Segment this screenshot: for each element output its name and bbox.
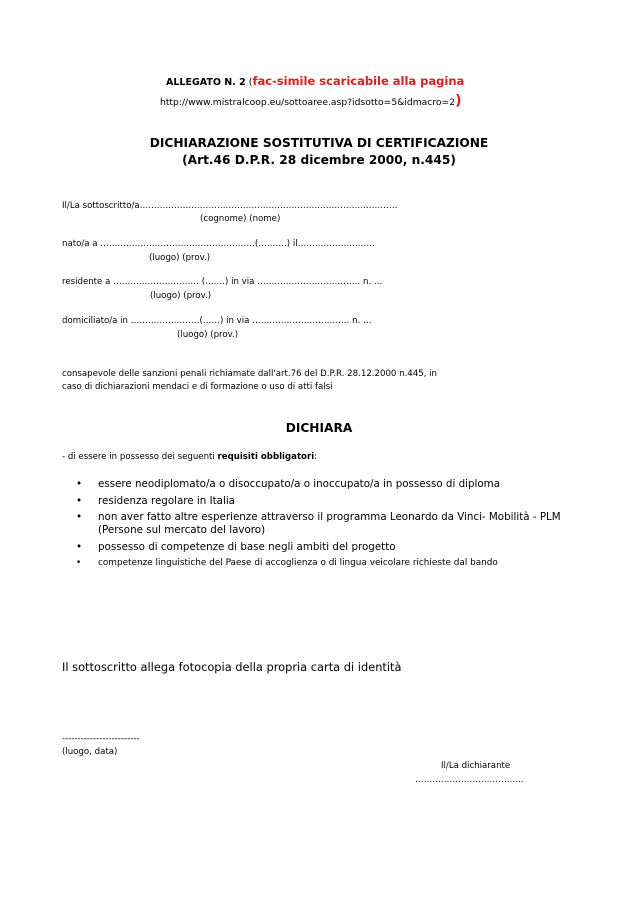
nato-field: nato/a a ………………………………………………(……….) il……………………… — [62, 239, 375, 249]
domiciliato-hint: (luogo) (prov.) — [177, 330, 239, 340]
list-item — [62, 495, 582, 508]
dichiara-heading: DICHIARA — [285, 421, 353, 435]
requisiti-list — [62, 478, 582, 574]
bullet-icon: • — [76, 558, 82, 568]
facsimile-note: fac-simile scaricabile alla pagina — [252, 74, 465, 88]
requisito-text: competenze linguistiche del Paese di accoglienza o di lingua veicolare richieste dal bando — [98, 558, 498, 568]
download-url[interactable]: http://www.mistralcoop.eu/sottoaree.asp?idsotto=5&idmacro=2 — [160, 97, 456, 108]
allega-statement: Il sottoscritto allega fotocopia della propria carta di identità — [62, 660, 402, 674]
list-item — [62, 478, 582, 491]
residente-hint: (luogo) (prov.) — [150, 291, 212, 301]
consapevole-line-1: consapevole delle sanzioni penali richiamate dall'art.76 del D.P.R. 28.12.2000 n.445, in — [62, 369, 438, 379]
list-item — [62, 557, 582, 570]
nato-hint: (luogo) (prov.) — [149, 253, 211, 263]
sottoscritto-field: Il/La sottoscritto/a……………………………………………………………………………… — [62, 201, 398, 211]
document-subtitle: (Art.46 D.P.R. 28 dicembre 2000, n.445) — [182, 153, 456, 167]
bullet-icon: • — [76, 478, 83, 490]
requisito-text: possesso di competenze di base negli ambiti del progetto — [98, 540, 396, 553]
allegato-label: ALLEGATO N. 2 — [166, 77, 246, 88]
bullet-icon: • — [76, 494, 83, 507]
allegato-header — [166, 74, 464, 88]
sottoscritto-hint: (cognome) (nome) — [200, 214, 281, 224]
bullet-icon: • — [76, 540, 83, 553]
header-open-paren: ( — [245, 77, 253, 88]
list-item — [62, 511, 582, 537]
dichiarante-label: Il/La dichiarante — [441, 761, 511, 771]
requisito-text: non aver fatto altre esperienze attraverso il programma Leonardo da Vinci- Mobilità - PLM (Persone sul mercato del lavoro) — [98, 511, 561, 536]
luogo-data-line: ------------------------- — [62, 734, 140, 744]
consapevole-line-2: caso di dichiarazioni mendaci e di formazione o uso di atti falsi — [62, 382, 333, 392]
requisito-text: residenza regolare in Italia — [98, 494, 235, 507]
requisiti-intro-suffix: : — [314, 452, 318, 462]
header-close-paren: ) — [455, 93, 462, 109]
requisiti-intro — [62, 452, 317, 462]
bullet-icon: • — [76, 511, 83, 523]
requisiti-intro-bold: requisiti obbligatori — [217, 452, 315, 462]
list-item — [62, 541, 582, 554]
luogo-data-label: (luogo, data) — [62, 747, 118, 757]
residente-field: residente a ………………………… (…….) in via ……………………………… n. … — [62, 277, 383, 287]
requisito-text: essere neodiplomato/a o disoccupato/a o inoccupato/a in possesso di diploma — [98, 478, 501, 490]
signature-line: ……………………………….. — [415, 775, 524, 785]
allegato-url-line — [160, 93, 462, 109]
document-title: DICHIARAZIONE SOSTITUTIVA DI CERTIFICAZIONE — [149, 136, 489, 150]
requisiti-intro-prefix: - di essere in possesso dei seguenti — [62, 452, 218, 462]
domiciliato-field: domiciliato/a in ……………………(……) in via ……………………………. n. … — [62, 316, 372, 326]
